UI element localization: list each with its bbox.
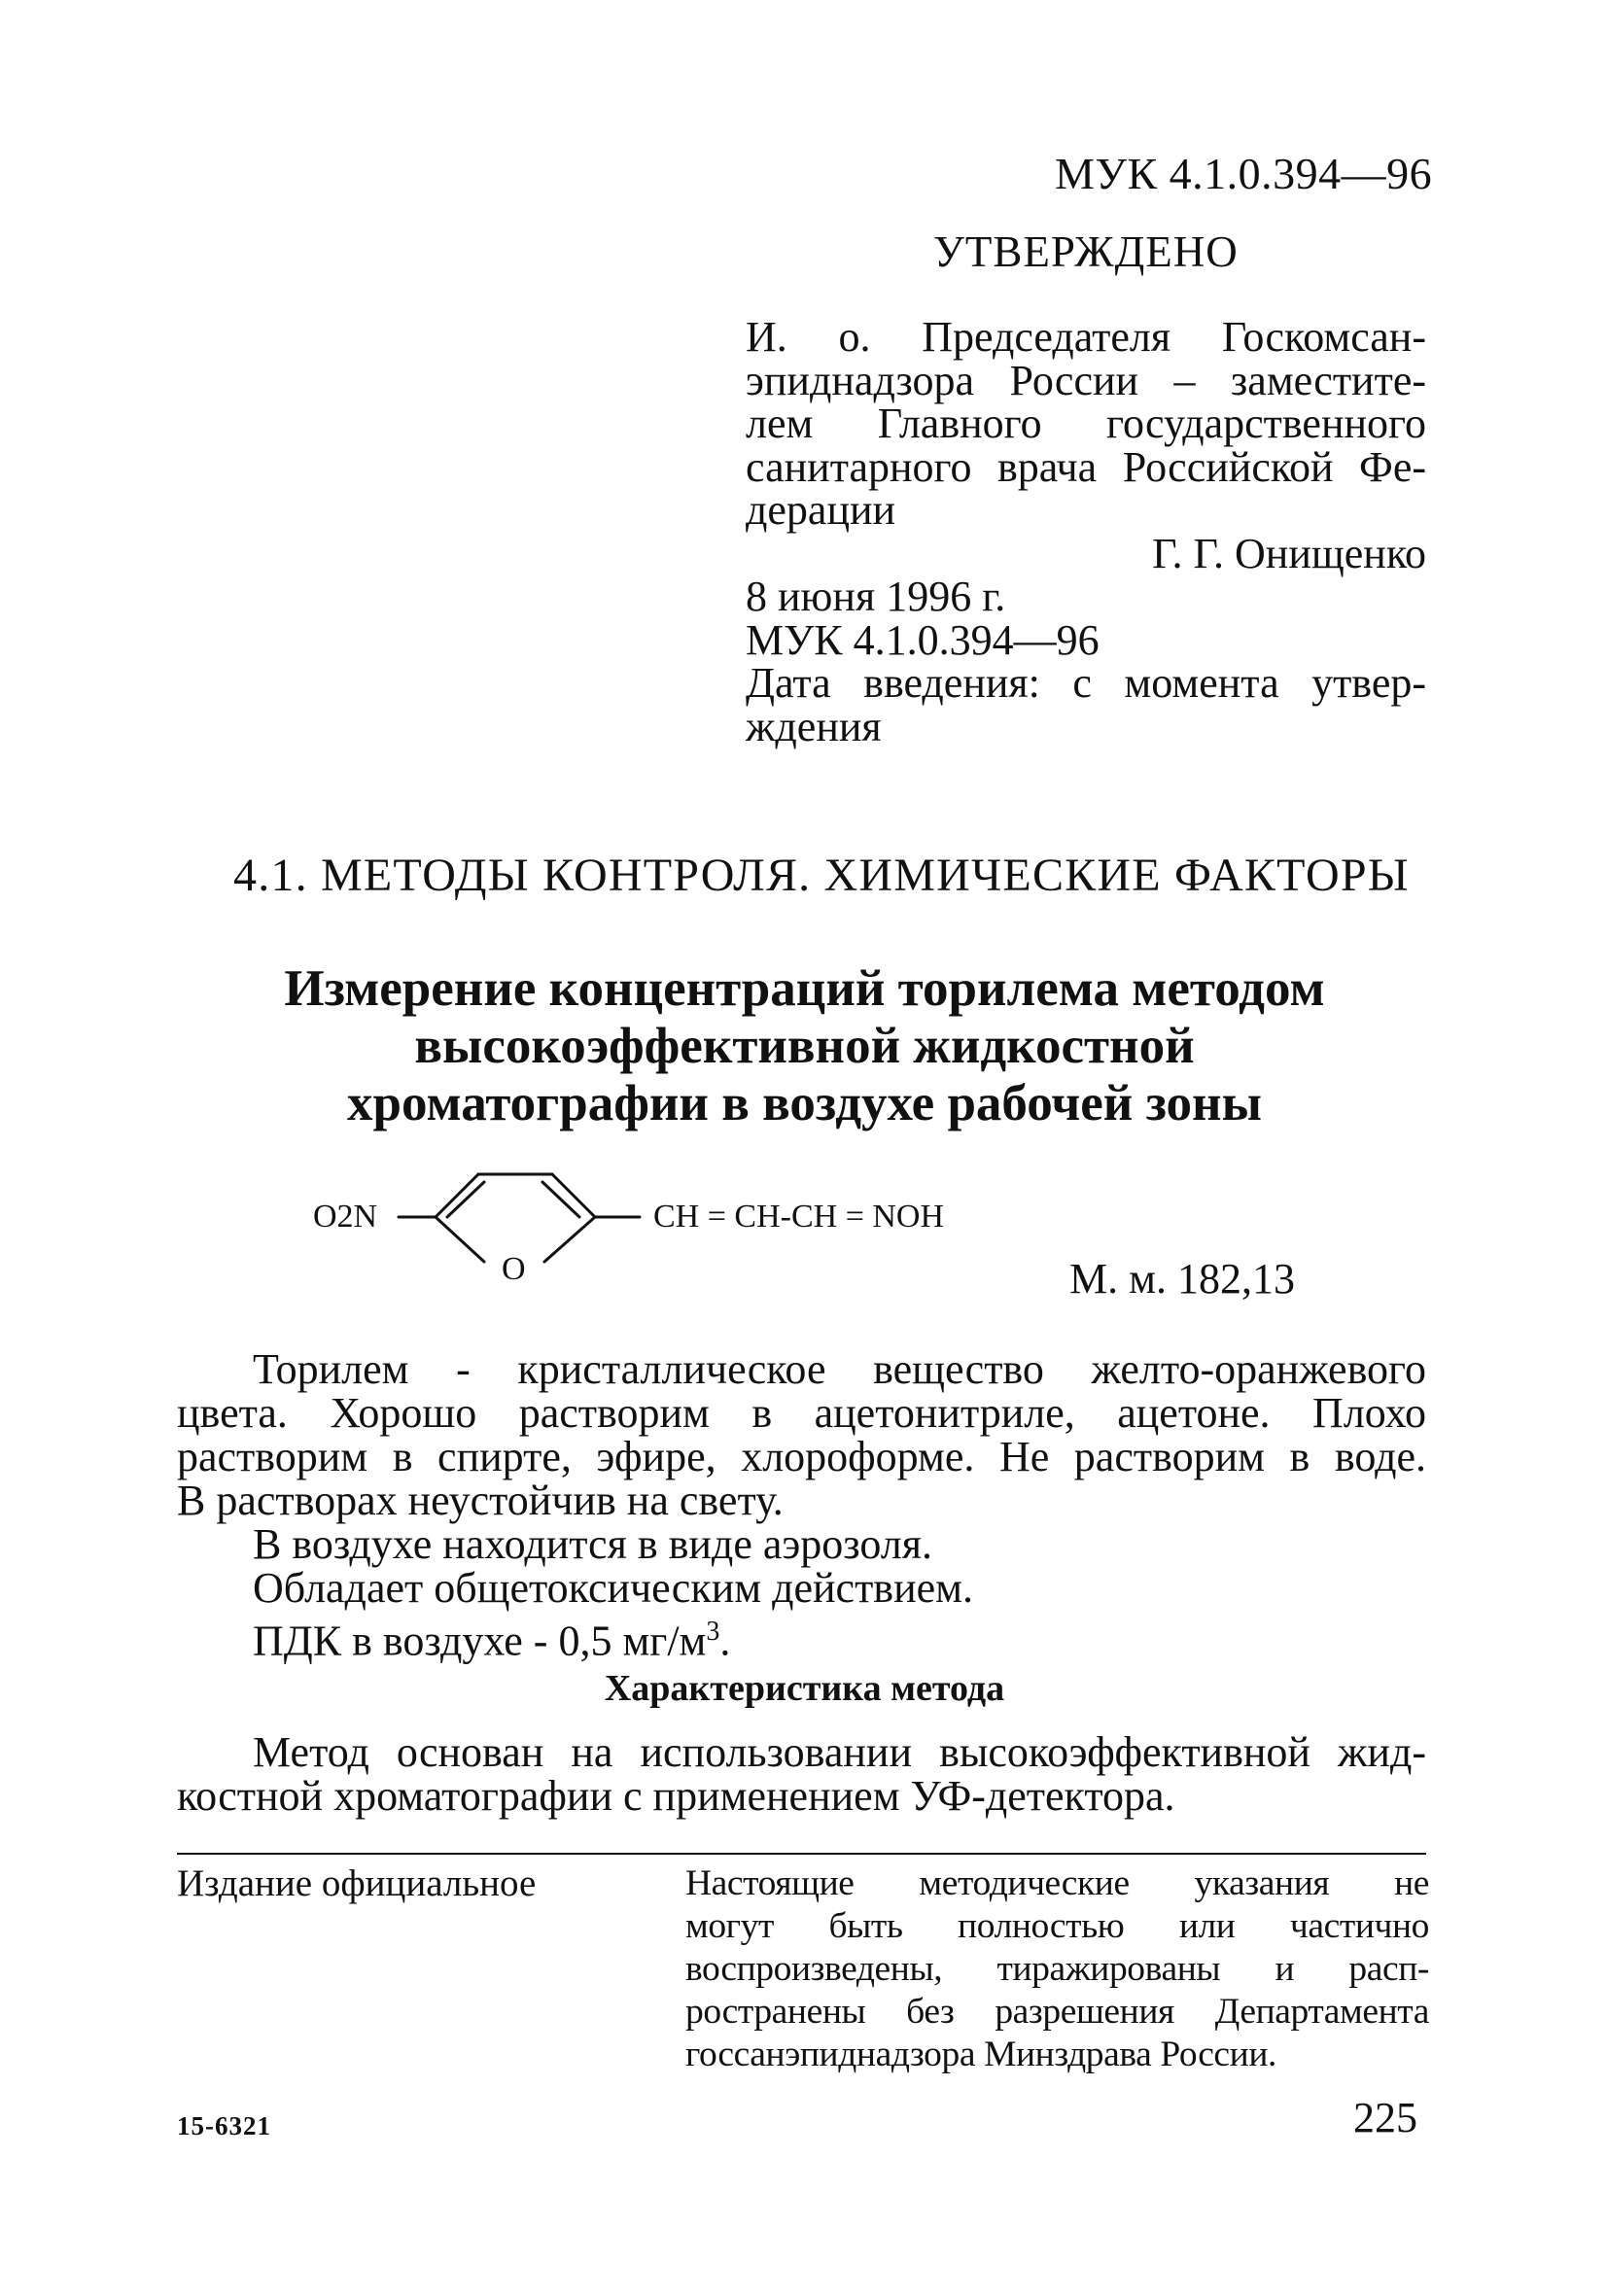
- section-heading: 4.1. МЕТОДЫ КОНТРОЛЯ. ХИМИЧЕСКИЕ ФАКТОРЫ: [233, 850, 1410, 901]
- paragraph-line: В растворах неустойчив на свету.: [177, 1477, 784, 1524]
- side-chain-label: CH = CH-CH = NOH: [653, 1199, 945, 1235]
- pdk-superscript: 3: [706, 1617, 720, 1647]
- introduction-date: Дата введения: с момента утвер-: [746, 659, 1426, 707]
- copyright-notice: [685, 1862, 1429, 2076]
- paragraph-line: растворим в спирте, эфире, хлороформе. Не растворим в воде.: [177, 1433, 1426, 1480]
- approved-stamp-text: УТВЕРЖДЕНО: [933, 227, 1239, 276]
- pdk-end: .: [719, 1617, 731, 1665]
- ring-oxygen-label: O: [502, 1251, 526, 1287]
- notice-line: Настоящие методические указания не: [685, 1863, 1429, 1903]
- footer-divider: [177, 1853, 1426, 1855]
- notice-line: ространены без разрешения Департамента: [685, 1992, 1429, 2032]
- approval-line: лем Главного государственного: [746, 400, 1426, 447]
- title-line: хроматографии в воздухе рабочей зоны: [347, 1075, 1262, 1131]
- notice-line: воспроизведены, тиражированы и расп-: [685, 1949, 1429, 1989]
- title-line: Измерение концентраций торилема методом: [284, 960, 1325, 1017]
- approval-line: дерации: [746, 486, 896, 534]
- method-line: Метод основан на использовании высокоэффективной жид-: [253, 1728, 1426, 1776]
- approval-date: 8 июня 1996 г.: [746, 573, 1006, 620]
- document-code-header: МУК 4.1.0.394—96: [1055, 149, 1433, 198]
- page-number: 225: [1353, 2094, 1417, 2141]
- introduction-date-cont: ждения: [746, 702, 882, 750]
- approval-line: санитарного врача Российской Фе-: [746, 442, 1426, 491]
- edition-label: Издание официальное: [177, 1862, 537, 1904]
- molecular-weight: М. м. 182,13: [1069, 1255, 1295, 1303]
- method-heading: Характеристика метода: [604, 1668, 1005, 1709]
- approval-line: И. о. Председателя Госкомсан-: [746, 313, 1426, 361]
- approval-block: [746, 313, 1426, 750]
- approval-line: эпиднадзора России – заместите-: [746, 356, 1426, 404]
- paragraph-line: цвета. Хорошо растворим в ацетонитриле, ацетоне. Плохо: [177, 1389, 1426, 1437]
- pdk-line: [177, 1610, 1426, 1663]
- signatory-name: Г. Г. Онищенко: [1152, 529, 1426, 577]
- document-title: [156, 960, 1453, 1132]
- structural-formula: [311, 1166, 992, 1293]
- approval-document-code: МУК 4.1.0.394—96: [746, 615, 1100, 664]
- title-line: высокоэффективной жидкостной: [414, 1018, 1195, 1074]
- method-line: костной хроматографии с применением УФ-детектора.: [177, 1772, 1175, 1820]
- print-order-code: 15-6321: [177, 2111, 271, 2140]
- notice-line: могут быть полностью или частично: [685, 1906, 1429, 1946]
- nitro-group-label: O2N: [313, 1199, 378, 1235]
- notice-line: госсанэпиднадзора Минздрава России.: [685, 2035, 1276, 2074]
- toxicity-line: Обладает общетоксическим действием.: [253, 1564, 973, 1612]
- pdk-text: ПДК в воздухе - 0,5 мг/м: [253, 1617, 707, 1665]
- aerosol-line: В воздухе находится в виде аэрозоля.: [253, 1520, 932, 1568]
- paragraph-line: Торилем - кристаллическое вещество желто-оранжевого: [253, 1345, 1426, 1393]
- description-paragraph: [177, 1347, 1426, 1663]
- method-paragraph: [177, 1730, 1426, 1818]
